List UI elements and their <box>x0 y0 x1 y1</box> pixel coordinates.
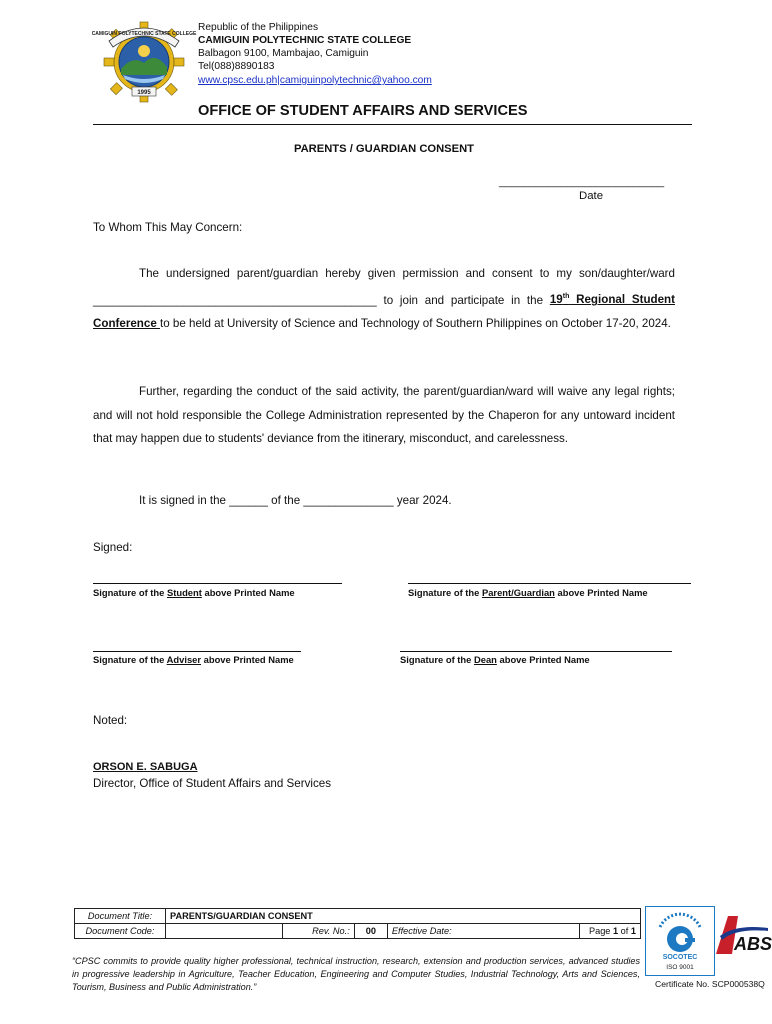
form-title: PARENTS / GUARDIAN CONSENT <box>293 143 475 155</box>
consent-paragraph <box>93 262 675 335</box>
socotec-iso-badge <box>645 906 715 976</box>
iso-label: ISO 9001 <box>666 964 694 971</box>
dean-signature-line <box>400 651 672 652</box>
signed-on-line: It is signed in the ______ of the ______________ year 2024. <box>139 494 452 507</box>
seal-ring-text: CAMIGUIN POLYTECHNIC STATE COLLEGE <box>91 31 197 37</box>
consent-join: to join and participate in the <box>376 293 550 307</box>
letterhead-republic: Republic of the Philippines <box>198 22 319 33</box>
letterhead-tel: Tel(088)8890183 <box>198 61 275 72</box>
date-blank: ___________________________ <box>499 176 665 188</box>
consent-rest: to be held at University of Science and Technology of Southern Philippines on October 17-20, 2024. <box>160 316 671 330</box>
letterhead-address: Balbagon 9100, Mambajao, Camiguin <box>198 48 369 59</box>
director-name: ORSON E. SABUGA <box>93 761 198 773</box>
parent-signature-line <box>408 583 691 584</box>
doc-code-label: Document Code: <box>75 924 166 939</box>
header-rule <box>93 124 692 125</box>
student-signature-label: Signature of the Student above Printed Name <box>93 587 295 598</box>
effective-date-label: Effective Date: <box>387 924 579 939</box>
consent-intro: The undersigned parent/guardian hereby given permission and consent to my son/daughter/ward <box>139 267 675 280</box>
waiver-paragraph: Further, regarding the conduct of the said activity, the parent/guardian/ward will waive any legal rights; and will not hold responsible the College Administration represented by the Chaperon for any untoward incident that may happen due to students' deviance from the itinerary, misconduct, and carelessness. <box>93 385 675 445</box>
event-name: 19th Regional Student Conference <box>93 293 675 330</box>
student-name-blank: ____________________________________________ <box>93 293 377 307</box>
letterhead-college: CAMIGUIN POLYTECHNIC STATE COLLEGE <box>198 35 412 46</box>
rev-label: Rev. No.: <box>283 924 354 939</box>
letterhead-web-link[interactable]: www.cpsc.edu.ph|camiguinpolytechnic@yahoo.com <box>198 75 432 86</box>
certificate-number: Certificate No. SCP000538Q <box>655 979 765 989</box>
adviser-signature-label: Signature of the Adviser above Printed Name <box>93 654 294 665</box>
noted-label: Noted: <box>93 714 128 727</box>
mission-statement: “CPSC commits to provide quality higher professional, technical instruction, research, extension and production services, advanced studies in progressive leadership in Agriculture, Teacher Education, Engineering and Computer Studies, Industrial Technology, Arts and Sciences, Tourism, Business and Public Administration.” <box>72 956 640 993</box>
student-signature-line <box>93 583 342 584</box>
college-seal <box>91 17 197 103</box>
director-title: Director, Office of Student Affairs and Services <box>93 777 332 790</box>
rev-value: 00 <box>354 924 387 939</box>
office-title: OFFICE OF STUDENT AFFAIRS AND SERVICES <box>198 103 528 119</box>
document-control-table <box>74 908 641 939</box>
doc-title-label: Document Title: <box>75 909 166 924</box>
dean-signature-label: Signature of the Dean above Printed Name <box>400 654 590 665</box>
page-indicator: Page 1 of 1 <box>579 924 640 939</box>
date-label: Date <box>579 190 604 202</box>
abs-accreditation-logo <box>716 906 772 974</box>
signed-label: Signed: <box>93 541 133 554</box>
doc-code-value <box>166 924 283 939</box>
salutation: To Whom This May Concern: <box>93 221 243 234</box>
doc-title-value: PARENTS/GUARDIAN CONSENT <box>166 909 641 924</box>
parent-signature-label: Signature of the Parent/Guardian above Printed Name <box>408 587 648 598</box>
socotec-label: SOCOTEC <box>662 954 698 961</box>
seal-year: 1995 <box>137 90 151 96</box>
adviser-signature-line <box>93 651 301 652</box>
abs-label: ABS <box>734 934 772 954</box>
